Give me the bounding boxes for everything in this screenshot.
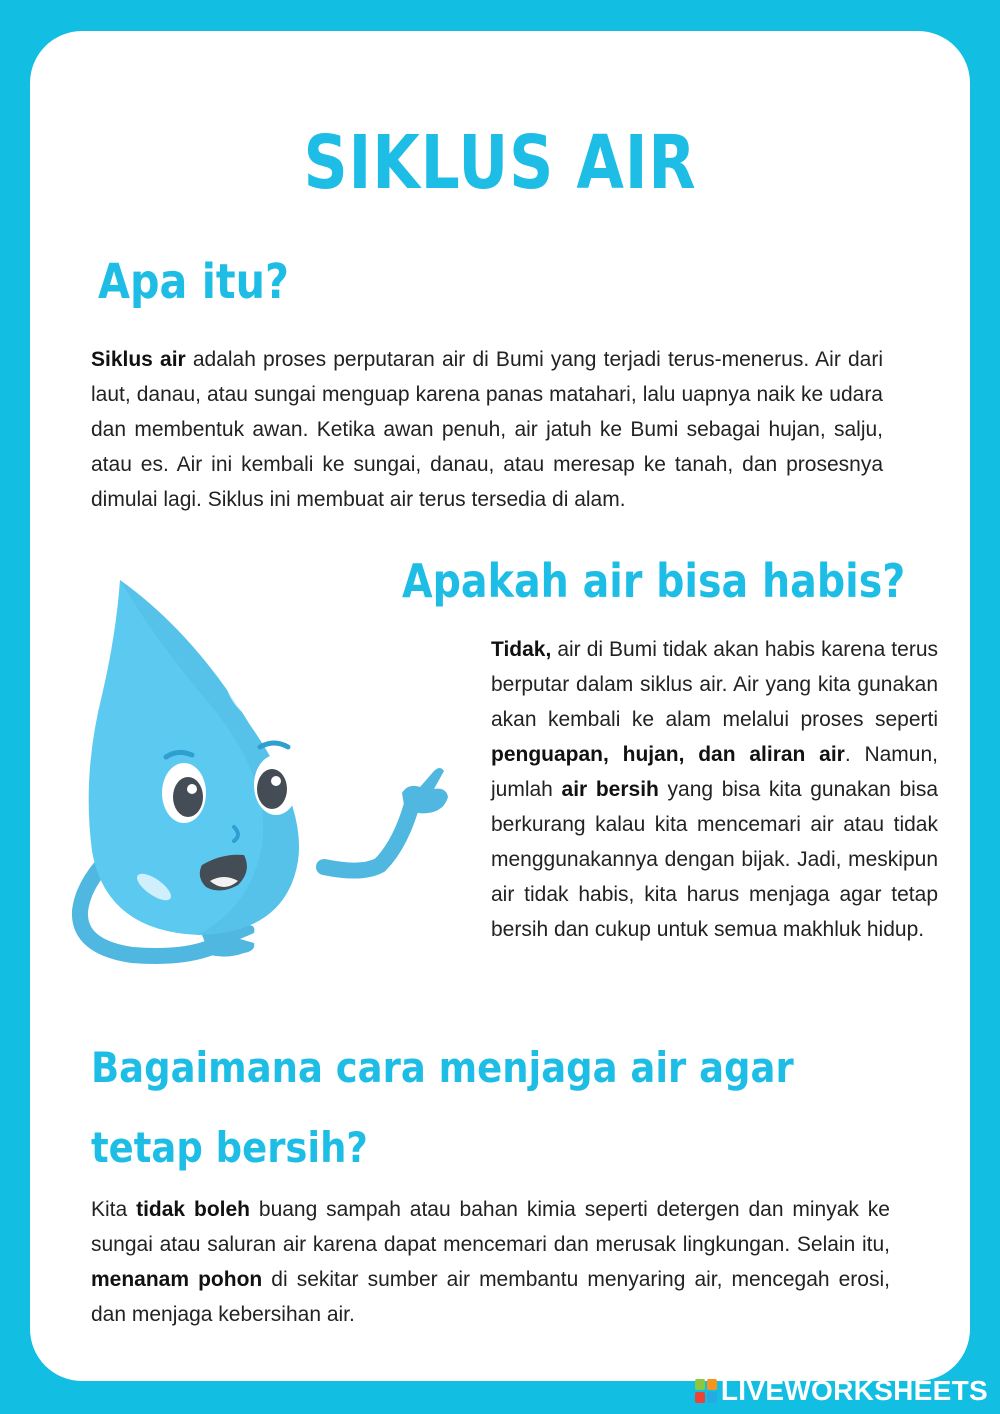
water-drop-mascot-icon [62,575,462,985]
liveworksheets-logo[interactable] [695,1374,988,1408]
section-heading-can-water-run-out: Apakah air bisa habis? [402,554,906,608]
emphasized-text: menanam pohon [91,1268,263,1291]
section-text-can-water-run-out [491,632,938,947]
text-run: air di Bumi tidak akan habis karena terus berputar dalam siklus air. Air yang kita gunakan akan kembali ke alam melalui proses seperti [491,638,938,731]
section-heading-line-2: tetap bersih? [91,1123,368,1172]
emphasized-text: Tidak, [491,638,552,661]
text-run: Kita [91,1198,137,1221]
text-run: di sekitar sumber air membantu menyaring air, mencegah erosi, dan menjaga kebersihan air. [91,1268,890,1326]
emphasized-text: penguapan, hujan, dan aliran air [491,743,845,766]
text-run: adalah proses perputaran air di Bumi yang terjadi terus-menerus. Air dari laut, danau, atau sungai menguap karena panas matahari, lalu uapnya naik ke udara dan membentuk awan. Ketika awan penuh, air jatuh ke Bumi sebagai hujan, salju, atau es. Air ini kembali ke sungai, danau, atau meresap ke tanah, dan prosesnya dimulai lagi. Siklus ini membuat air terus tersedia di alam. [91,348,883,511]
page-title: SIKLUS AIR [303,120,697,206]
section-text-keep-water-clean [91,1192,890,1332]
section-heading-keep-water-clean [91,1028,813,1188]
text-run: . Namun, jumlah [491,743,938,801]
section-text-what [91,342,883,517]
section-heading-what: Apa itu? [98,254,289,310]
text-run: buang sampah atau bahan kimia seperti detergen dan minyak ke sungai atau saluran air karena dapat mencemari dan merusak lingkungan. Selain itu, [91,1198,890,1256]
emphasized-text: tidak boleh [136,1198,250,1221]
liveworksheets-logo-text: LIVEWORKSHEETS [720,1375,988,1406]
section-heading-line-1: Bagaimana cara menjaga air agar [91,1043,794,1092]
emphasized-text: Siklus air [91,348,186,371]
emphasized-text: air bersih [561,778,659,801]
liveworksheets-logo-icon [695,1379,717,1403]
text-run: yang bisa kita gunakan bisa berkurang kalau kita mencemari air atau tidak menggunakannya dengan bijak. Jadi, meskipun air tidak habis, kita harus menjaga agar tetap bersih dan cukup untuk semua makhluk hidup. [491,778,938,941]
